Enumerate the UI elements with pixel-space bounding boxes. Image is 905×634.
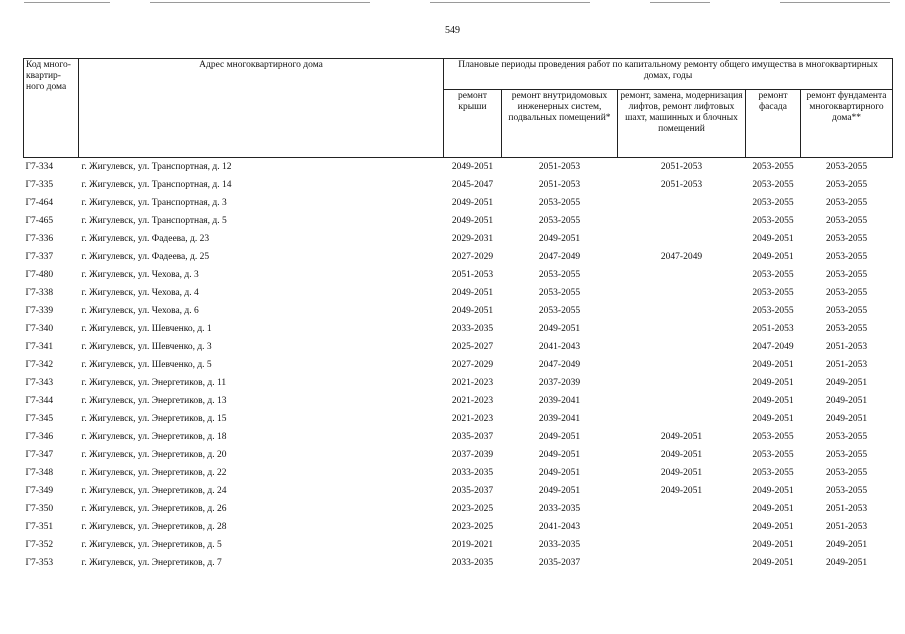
row-code: Г7-341 [25, 342, 54, 352]
row-elevators: 2047-2049 [660, 252, 703, 262]
row-elevators [618, 194, 746, 212]
row-roof: 2019-2021 [451, 540, 494, 550]
row-roof: 2021-2023 [451, 414, 494, 424]
table-row [24, 536, 893, 554]
row-elevators: 2049-2051 [660, 486, 703, 496]
row-code: Г7-337 [25, 252, 54, 262]
table-row [24, 320, 893, 338]
header-roof: ремонт крыши [444, 90, 502, 158]
row-code: Г7-349 [25, 486, 54, 496]
row-address: г. Жигулевск, ул. Шевченко, д. 1 [81, 324, 212, 334]
row-systems: 2051-2053 [538, 180, 581, 190]
row-foundation: 2053-2055 [825, 234, 868, 244]
row-code: Г7-351 [25, 522, 54, 532]
header-code: Код много-квартир-ного дома [24, 59, 79, 158]
row-code: Г7-343 [25, 378, 54, 388]
scan-edge-line [150, 2, 370, 3]
row-roof: 2029-2031 [451, 234, 494, 244]
row-systems: 2049-2051 [538, 450, 581, 460]
row-systems: 2037-2039 [538, 378, 581, 388]
row-roof: 2049-2051 [451, 198, 494, 208]
row-address: г. Жигулевск, ул. Транспортная, д. 5 [81, 216, 227, 226]
row-facade: 2051-2053 [752, 324, 794, 334]
table-row [24, 230, 893, 248]
scan-edge-line [650, 2, 710, 3]
table-row [24, 464, 893, 482]
row-foundation: 2049-2051 [825, 540, 868, 550]
row-foundation: 2053-2055 [825, 288, 868, 298]
row-elevators [618, 230, 746, 248]
table-row [24, 500, 893, 518]
row-code: Г7-342 [25, 360, 54, 370]
row-foundation: 2049-2051 [825, 558, 868, 568]
row-address: г. Жигулевск, ул. Энергетиков, д. 5 [81, 540, 222, 550]
row-systems: 2033-2035 [538, 540, 581, 550]
row-elevators: 2049-2051 [660, 450, 703, 460]
row-code: Г7-464 [25, 198, 54, 208]
row-facade: 2053-2055 [752, 288, 794, 298]
row-elevators: 2049-2051 [660, 468, 703, 478]
row-facade: 2049-2051 [752, 378, 794, 388]
row-code: Г7-347 [25, 450, 54, 460]
row-address: г. Жигулевск, ул. Фадеева, д. 23 [81, 234, 210, 244]
row-address: г. Жигулевск, ул. Шевченко, д. 3 [81, 342, 212, 352]
row-elevators [618, 320, 746, 338]
row-code: Г7-345 [25, 414, 54, 424]
row-systems: 2053-2055 [538, 270, 581, 280]
row-elevators [618, 374, 746, 392]
row-roof: 2049-2051 [451, 288, 494, 298]
row-systems: 2041-2043 [538, 342, 581, 352]
table-row [24, 392, 893, 410]
row-foundation: 2051-2053 [825, 504, 868, 514]
row-roof: 2035-2037 [451, 486, 494, 496]
row-code: Г7-480 [25, 270, 54, 280]
table-row [24, 518, 893, 536]
row-foundation: 2053-2055 [825, 162, 868, 172]
row-facade: 2053-2055 [752, 432, 794, 442]
table-row [24, 284, 893, 302]
row-elevators [618, 266, 746, 284]
row-roof: 2033-2035 [451, 324, 494, 334]
row-foundation: 2049-2051 [825, 396, 868, 406]
row-address: г. Жигулевск, ул. Шевченко, д. 5 [81, 360, 212, 370]
row-systems: 2049-2051 [538, 486, 581, 496]
row-address: г. Жигулевск, ул. Энергетиков, д. 15 [81, 414, 227, 424]
row-systems: 2053-2055 [538, 306, 581, 316]
row-address: г. Жигулевск, ул. Энергетиков, д. 13 [81, 396, 227, 406]
row-code: Г7-348 [25, 468, 54, 478]
header-systems: ремонт внутридомовых инженерных систем, подвальных помещений* [502, 90, 618, 158]
row-code: Г7-336 [25, 234, 54, 244]
row-code: Г7-350 [25, 504, 54, 514]
header-facade: ремонт фасада [746, 90, 801, 158]
row-foundation: 2053-2055 [825, 216, 868, 226]
row-code: Г7-346 [25, 432, 54, 442]
row-elevators [618, 554, 746, 572]
scan-edge-line [780, 2, 890, 3]
row-address: г. Жигулевск, ул. Энергетиков, д. 20 [81, 450, 227, 460]
header-periods: Плановые периоды проведения работ по капитальному ремонту общего имущества в многоквартирных домах, годы [444, 59, 893, 90]
row-elevators [618, 518, 746, 536]
table-row [24, 302, 893, 320]
row-roof: 2037-2039 [451, 450, 494, 460]
scan-edge-line [24, 2, 110, 3]
row-foundation: 2051-2053 [825, 522, 868, 532]
row-foundation: 2053-2055 [825, 180, 868, 190]
row-address: г. Жигулевск, ул. Энергетиков, д. 11 [81, 378, 227, 388]
row-systems: 2047-2049 [538, 360, 581, 370]
row-address: г. Жигулевск, ул. Чехова, д. 3 [81, 270, 199, 280]
row-code: Г7-338 [25, 288, 54, 298]
row-systems: 2035-2037 [538, 558, 581, 568]
row-roof: 2027-2029 [451, 252, 494, 262]
row-foundation: 2053-2055 [825, 324, 868, 334]
table-row [24, 428, 893, 446]
row-roof: 2051-2053 [451, 270, 494, 280]
row-elevators [618, 338, 746, 356]
row-foundation: 2053-2055 [825, 198, 868, 208]
row-address: г. Жигулевск, ул. Энергетиков, д. 18 [81, 432, 227, 442]
row-elevators [618, 500, 746, 518]
row-foundation: 2053-2055 [825, 432, 868, 442]
row-elevators: 2051-2053 [660, 162, 703, 172]
table-header [24, 59, 893, 158]
row-systems: 2049-2051 [538, 234, 581, 244]
row-roof: 2033-2035 [451, 468, 494, 478]
row-systems: 2049-2051 [538, 432, 581, 442]
row-address: г. Жигулевск, ул. Энергетиков, д. 22 [81, 468, 227, 478]
row-facade: 2049-2051 [752, 414, 794, 424]
row-address: г. Жигулевск, ул. Транспортная, д. 3 [81, 198, 227, 208]
page-number: 549 [445, 25, 460, 36]
row-systems: 2039-2041 [538, 396, 581, 406]
row-roof: 2045-2047 [451, 180, 494, 190]
row-facade: 2049-2051 [752, 540, 794, 550]
row-address: г. Жигулевск, ул. Энергетиков, д. 28 [81, 522, 227, 532]
row-facade: 2053-2055 [752, 180, 794, 190]
row-facade: 2049-2051 [752, 360, 794, 370]
row-facade: 2049-2051 [752, 234, 794, 244]
row-systems: 2053-2055 [538, 198, 581, 208]
row-code: Г7-353 [25, 558, 54, 568]
row-foundation: 2053-2055 [825, 306, 868, 316]
table-row [24, 410, 893, 428]
row-foundation: 2051-2053 [825, 342, 868, 352]
row-roof: 2021-2023 [451, 396, 494, 406]
row-systems: 2051-2053 [538, 162, 581, 172]
row-foundation: 2051-2053 [825, 360, 868, 370]
row-roof: 2023-2025 [451, 522, 494, 532]
table-row [24, 194, 893, 212]
table-row [24, 176, 893, 194]
row-code: Г7-334 [25, 162, 54, 172]
header-foundation: ремонт фундамента многоквартирного дома** [801, 90, 893, 158]
row-foundation: 2053-2055 [825, 270, 868, 280]
row-code: Г7-339 [25, 306, 54, 316]
table-row [24, 338, 893, 356]
row-elevators [618, 392, 746, 410]
row-facade: 2047-2049 [752, 342, 794, 352]
row-systems: 2033-2035 [538, 504, 581, 514]
row-roof: 2033-2035 [451, 558, 494, 568]
row-foundation: 2053-2055 [825, 468, 868, 478]
row-roof: 2027-2029 [451, 360, 494, 370]
row-foundation: 2053-2055 [825, 450, 868, 460]
row-foundation: 2049-2051 [825, 378, 868, 388]
row-roof: 2021-2023 [451, 378, 494, 388]
row-foundation: 2053-2055 [825, 252, 868, 262]
row-elevators: 2051-2053 [660, 180, 703, 190]
table-row [24, 158, 893, 177]
table-row [24, 554, 893, 572]
row-facade: 2049-2051 [752, 558, 794, 568]
row-facade: 2053-2055 [752, 198, 794, 208]
row-address: г. Жигулевск, ул. Энергетиков, д. 24 [81, 486, 227, 496]
row-elevators [618, 302, 746, 320]
row-facade: 2049-2051 [752, 522, 794, 532]
row-facade: 2049-2051 [752, 396, 794, 406]
row-roof: 2035-2037 [451, 432, 494, 442]
row-code: Г7-352 [25, 540, 54, 550]
row-elevators [618, 284, 746, 302]
row-facade: 2053-2055 [752, 270, 794, 280]
row-roof: 2049-2051 [451, 216, 494, 226]
row-roof: 2025-2027 [451, 342, 494, 352]
row-systems: 2047-2049 [538, 252, 581, 262]
row-address: г. Жигулевск, ул. Транспортная, д. 12 [81, 162, 232, 172]
row-facade: 2053-2055 [752, 306, 794, 316]
row-code: Г7-340 [25, 324, 54, 334]
row-elevators [618, 356, 746, 374]
row-roof: 2049-2051 [451, 306, 494, 316]
row-address: г. Жигулевск, ул. Энергетиков, д. 26 [81, 504, 227, 514]
row-elevators [618, 536, 746, 554]
row-code: Г7-335 [25, 180, 54, 190]
row-facade: 2049-2051 [752, 252, 794, 262]
row-systems: 2053-2055 [538, 216, 581, 226]
scan-edge-line [430, 2, 590, 3]
row-address: г. Жигулевск, ул. Чехова, д. 6 [81, 306, 199, 316]
row-roof: 2049-2051 [451, 162, 494, 172]
row-systems: 2049-2051 [538, 324, 581, 334]
row-address: г. Жигулевск, ул. Фадеева, д. 25 [81, 252, 210, 262]
table-row [24, 482, 893, 500]
row-facade: 2053-2055 [752, 450, 794, 460]
row-systems: 2049-2051 [538, 468, 581, 478]
row-elevators [618, 212, 746, 230]
row-facade: 2053-2055 [752, 468, 794, 478]
row-facade: 2049-2051 [752, 504, 794, 514]
row-facade: 2049-2051 [752, 486, 794, 496]
table-row [24, 374, 893, 392]
table-row [24, 446, 893, 464]
table-row [24, 212, 893, 230]
row-elevators [618, 410, 746, 428]
repair-schedule-table [23, 58, 893, 572]
row-roof: 2023-2025 [451, 504, 494, 514]
row-facade: 2053-2055 [752, 162, 794, 172]
row-elevators: 2049-2051 [660, 432, 703, 442]
row-address: г. Жигулевск, ул. Энергетиков, д. 7 [81, 558, 222, 568]
header-elevators: ремонт, замена, модернизация лифтов, ремонт лифтовых шахт, машинных и блочных помещений [618, 90, 746, 158]
table-body [24, 158, 893, 573]
row-systems: 2039-2041 [538, 414, 581, 424]
row-systems: 2041-2043 [538, 522, 581, 532]
table-row [24, 266, 893, 284]
header-address: Адрес многоквартирного дома [79, 59, 444, 158]
table-row [24, 356, 893, 374]
row-code: Г7-344 [25, 396, 54, 406]
row-address: г. Жигулевск, ул. Чехова, д. 4 [81, 288, 199, 298]
table-row [24, 248, 893, 266]
row-foundation: 2049-2051 [825, 414, 868, 424]
row-systems: 2053-2055 [538, 288, 581, 298]
row-address: г. Жигулевск, ул. Транспортная, д. 14 [81, 180, 232, 190]
row-facade: 2053-2055 [752, 216, 794, 226]
row-foundation: 2053-2055 [825, 486, 868, 496]
row-code: Г7-465 [25, 216, 54, 226]
